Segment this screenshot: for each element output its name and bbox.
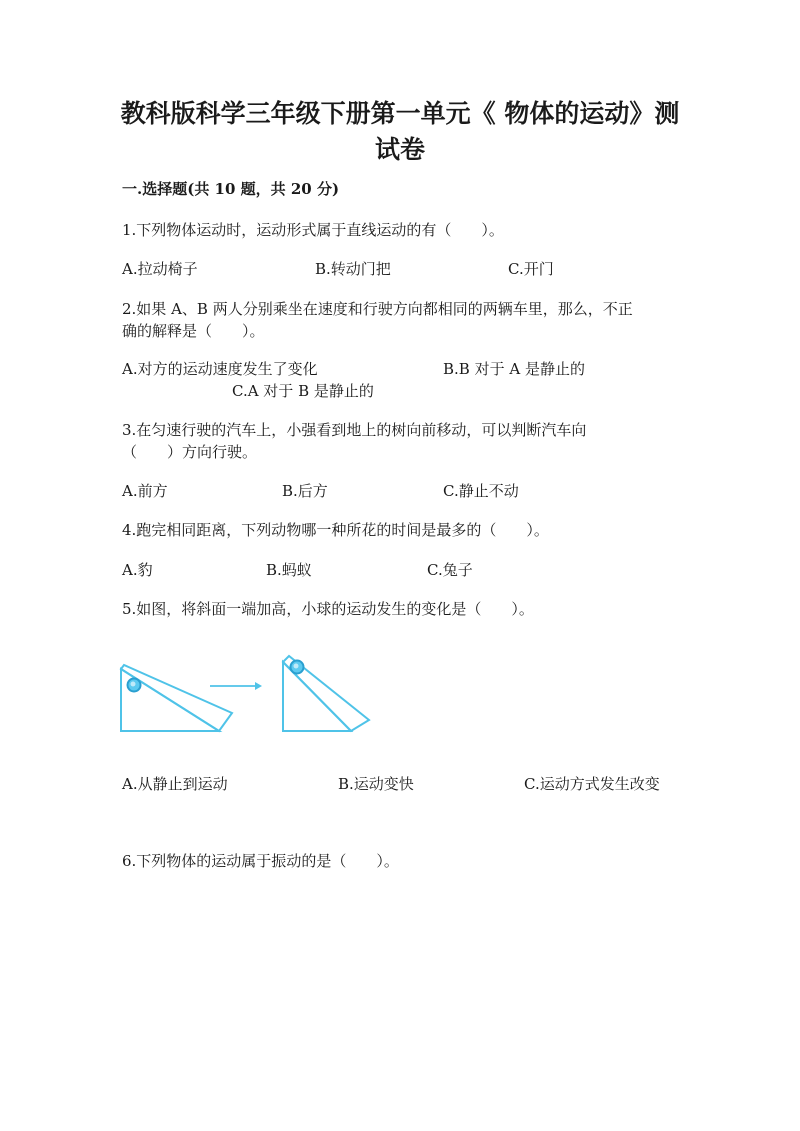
question-3-option-c: C.静止不动 <box>443 482 519 500</box>
shallow-incline-figure <box>121 665 232 731</box>
ball-left-highlight <box>131 682 136 687</box>
ball-right-highlight <box>294 664 299 669</box>
question-5-option-c: C.运动方式发生改变 <box>524 775 660 793</box>
shallow-incline-board <box>121 665 232 731</box>
question-5-text: 5.如图，将斜面一端加高，小球的运动发生的变化是（ ）。 <box>122 600 534 618</box>
question-4-option-a: A.豹 <box>122 561 153 579</box>
question-1-option-a: A.拉动椅子 <box>122 260 198 278</box>
incline-diagram <box>115 650 385 740</box>
question-5-option-b: B.运动变快 <box>338 775 414 793</box>
question-2-option-b: B.B 对于 A 是静止的 <box>443 360 585 378</box>
question-4-option-b: B.蚂蚁 <box>266 561 312 579</box>
question-2-text-line-1: 2.如果 A、B 两人分别乘坐在速度和行驶方向都相同的两辆车里，那么，不正 <box>122 300 633 318</box>
question-6-text: 6.下列物体的运动属于振动的是（ ）。 <box>122 852 399 870</box>
question-3-text-line-1: 3.在匀速行驶的汽车上，小强看到地上的树向前移动，可以判断汽车向 <box>122 421 587 439</box>
question-4-option-c: C.兔子 <box>427 561 473 579</box>
question-1-text: 1.下列物体运动时，运动形式属于直线运动的有（ ）。 <box>122 221 504 239</box>
arrow-right-icon <box>210 682 262 690</box>
question-5-option-a: A.从静止到运动 <box>122 775 228 793</box>
question-1-option-b: B.转动门把 <box>315 260 391 278</box>
page-title-line-2: 试卷 <box>374 135 425 164</box>
question-3-text-line-2: （ ）方向行驶。 <box>122 443 258 461</box>
question-2-text-line-2: 确的解释是（ ）。 <box>122 322 265 340</box>
question-2-option-a: A.对方的运动速度发生了变化 <box>122 360 318 378</box>
question-1-option-c: C.开门 <box>508 260 554 278</box>
steep-incline-figure <box>283 656 369 731</box>
question-2-option-c: C.A 对于 B 是静止的 <box>232 382 374 400</box>
question-3-option-a: A.前方 <box>122 482 168 500</box>
page-title-line-1: 教科版科学三年级下册第一单元《 物体的运动》测 <box>120 99 680 128</box>
question-3-option-b: B.后方 <box>282 482 328 500</box>
section-heading: 一.选择题(共 10 题，共 20 分) <box>122 180 340 198</box>
question-4-text: 4.跑完相同距离，下列动物哪一种所花的时间是最多的（ ）。 <box>122 521 549 539</box>
